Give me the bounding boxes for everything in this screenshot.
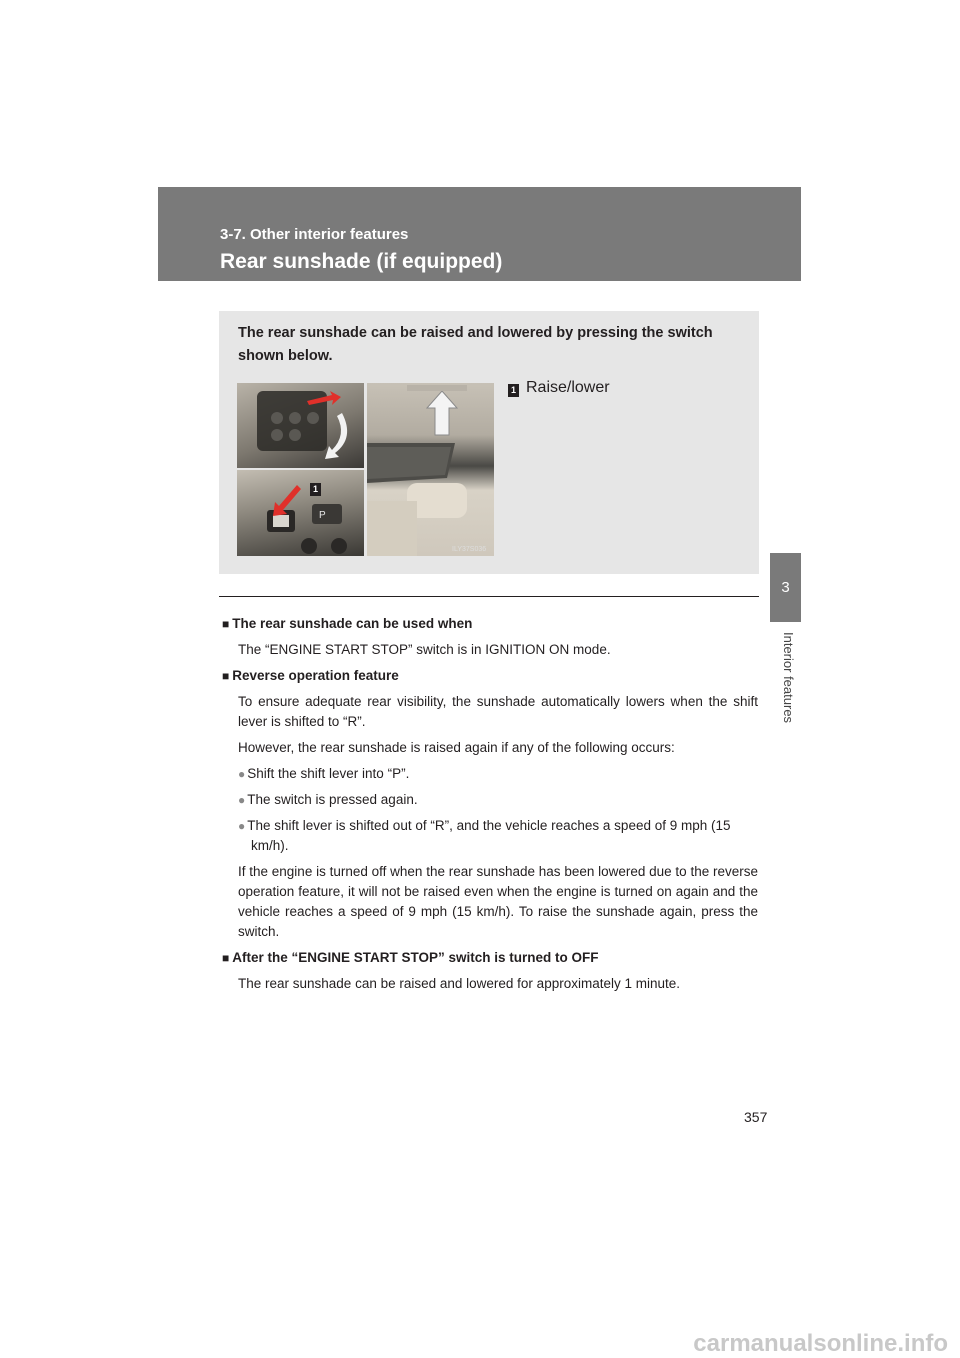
list-item: [238, 790, 758, 810]
figure-code: ILY37S036: [452, 546, 487, 553]
section-heading: [222, 614, 758, 634]
paragraph: However, the rear sunshade is raised again if any of the following occurs:: [238, 740, 675, 755]
paragraph: The “ENGINE START STOP” switch is in IGNITION ON mode.: [238, 642, 611, 657]
section-label: 3-7. Other interior features: [220, 226, 409, 243]
svg-text:P: P: [319, 510, 326, 521]
sunshade-switch-photo: [237, 470, 364, 556]
sunshade-switch-illustration: [237, 470, 364, 556]
section-heading-text: The rear sunshade can be used when: [232, 616, 473, 631]
section-divider: [219, 596, 759, 597]
content-body: [222, 614, 758, 1000]
section-heading-text: After the “ENGINE START STOP” switch is turned to OFF: [232, 950, 599, 965]
switch-panel-photo: [237, 383, 364, 468]
watermark-text: carmanualsonline.info: [693, 1330, 948, 1357]
section-heading: [222, 666, 758, 686]
paragraph: The rear sunshade can be raised and lowered for approximately 1 minute.: [238, 976, 680, 991]
rear-window-illustration: [367, 383, 494, 556]
page-number: 357: [744, 1109, 768, 1125]
circle-bullet-icon: ●: [238, 793, 246, 807]
square-bullet-icon: ■: [222, 617, 230, 631]
list-item: [238, 816, 758, 856]
square-bullet-icon: ■: [222, 669, 230, 683]
list-item-text: Shift the shift lever into “P”.: [247, 766, 410, 781]
chapter-tab-label: Interior features: [781, 632, 796, 724]
square-bullet-icon: ■: [222, 951, 230, 965]
paragraph: If the engine is turned off when the rear sunshade has been lowered due to the reverse operation feature, it will not be raised even when the engine is turned on again and the vehicle reaches a speed of 9 mph (15 km/h). To raise the sunshade again, press the switch.: [238, 864, 758, 939]
legend-badge: 1: [508, 384, 519, 397]
section-heading-text: Reverse operation feature: [232, 668, 399, 683]
page-title: Rear sunshade (if equipped): [220, 250, 503, 273]
list-item: [238, 764, 758, 784]
switch-panel-illustration: [237, 383, 364, 468]
paragraph: To ensure adequate rear visibility, the sunshade automatically lowers when the shift lever is shifted to “R”.: [238, 694, 758, 729]
legend-label: Raise/lower: [526, 379, 610, 396]
intro-text: The rear sunshade can be raised and lowered by pressing the switch shown below.: [238, 325, 713, 364]
figure-callout-badge: 1: [310, 483, 321, 496]
circle-bullet-icon: ●: [238, 767, 246, 781]
list-item-text: The shift lever is shifted out of “R”, and the vehicle reaches a speed of 9 mph (15 km/h).: [247, 818, 731, 853]
rear-window-photo: [367, 383, 494, 556]
watermark-bar: [0, 1330, 960, 1358]
list-item-text: The switch is pressed again.: [247, 792, 418, 807]
section-heading: [222, 948, 758, 968]
chapter-tab: 3: [770, 553, 801, 622]
circle-bullet-icon: ●: [238, 819, 246, 833]
